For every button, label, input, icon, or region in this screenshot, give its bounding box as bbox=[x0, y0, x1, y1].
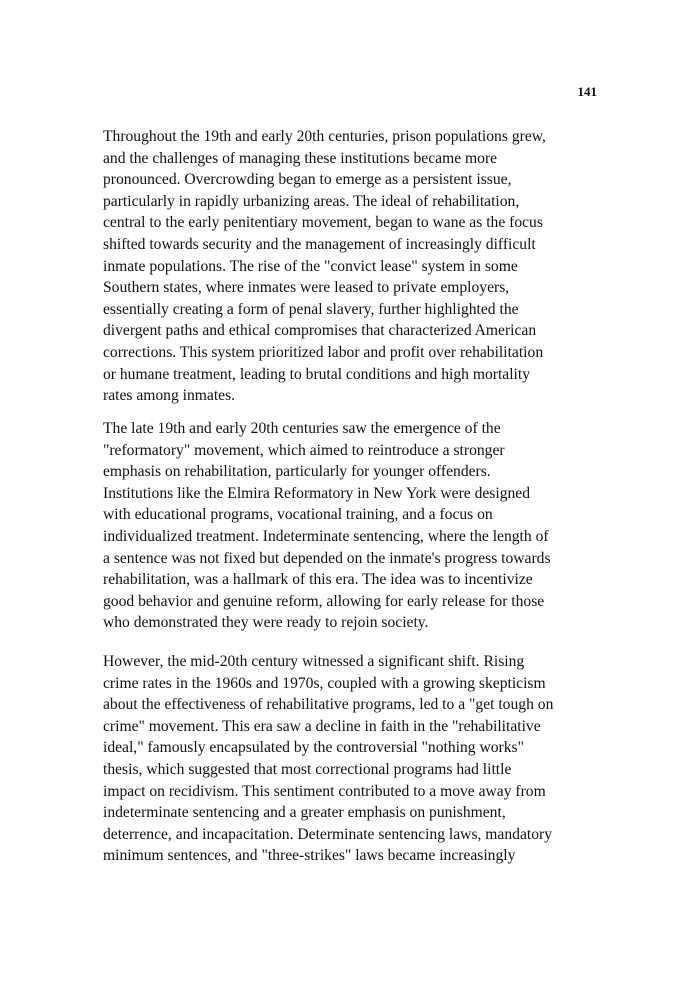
text-line: Institutions like the Elmira Reformatory in New York were designed bbox=[103, 484, 531, 502]
text-line: essentially creating a form of penal slavery, further highlighted the bbox=[103, 300, 519, 318]
text-line: deterrence, and incapacitation. Determinate sentencing laws, mandatory bbox=[103, 825, 552, 843]
text-line: central to the early penitentiary movement, began to wane as the focus bbox=[103, 214, 543, 232]
text-line: ideal," famously encapsulated by the controversial "nothing works" bbox=[103, 739, 524, 757]
text-line: or humane treatment, leading to brutal conditions and high mortality bbox=[103, 365, 530, 383]
text-line: good behavior and genuine reform, allowing for early release for those bbox=[103, 592, 545, 610]
text-line: rates among inmates. bbox=[103, 387, 236, 405]
text-line: pronounced. Overcrowding began to emerge as a persistent issue, bbox=[103, 171, 512, 189]
text-line: Throughout the 19th and early 20th centuries, prison populations grew, bbox=[103, 128, 546, 145]
text-line: with educational programs, vocational training, and a focus on bbox=[103, 506, 493, 524]
text-line: crime" movement. This era saw a decline in faith in the "rehabilitative bbox=[103, 717, 541, 735]
text-line: inmate populations. The rise of the "convict lease" system in some bbox=[103, 257, 518, 275]
text-line: minimum sentences, and "three-strikes" laws became increasingly bbox=[103, 847, 516, 865]
text-line: corrections. This system prioritized labor and profit over rehabilitation bbox=[103, 343, 544, 361]
text-line: The late 19th and early 20th centuries saw the emergence of the bbox=[103, 420, 501, 437]
text-line: impact on recidivism. This sentiment contributed to a move away from bbox=[103, 782, 546, 800]
text-line: a sentence was not fixed but depended on the inmate's progress towards bbox=[103, 549, 551, 567]
text-line: who demonstrated they were ready to rejoin society. bbox=[103, 614, 429, 632]
text-line: shifted towards security and the management of increasingly difficult bbox=[103, 235, 536, 253]
text-line: divergent paths and ethical compromises that characterized American bbox=[103, 322, 537, 340]
text-line: individualized treatment. Indeterminate sentencing, where the length of bbox=[103, 527, 549, 545]
text-line: emphasis on rehabilitation, particularly for younger offenders. bbox=[103, 463, 491, 481]
text-line: about the effectiveness of rehabilitative programs, led to a "get tough on bbox=[103, 696, 554, 714]
text-line: and the challenges of managing these institutions became more bbox=[103, 149, 498, 167]
text-line: particularly in rapidly urbanizing areas. The ideal of rehabilitation, bbox=[103, 192, 520, 210]
text-line: "reformatory" movement, which aimed to reintroduce a stronger bbox=[103, 441, 505, 459]
text-line: Southern states, where inmates were leased to private employers, bbox=[103, 279, 510, 297]
paragraph-convict-lease bbox=[103, 126, 603, 407]
page-number: 141 bbox=[577, 84, 597, 99]
text-line: rehabilitation, was a hallmark of this era. The idea was to incentivize bbox=[103, 571, 533, 589]
paragraph-get-tough-shift bbox=[103, 651, 603, 867]
text-line: crime rates in the 1960s and 1970s, coupled with a growing skepticism bbox=[103, 674, 546, 692]
text-line: thesis, which suggested that most correctional programs had little bbox=[103, 760, 512, 778]
text-line: indeterminate sentencing and a greater emphasis on punishment, bbox=[103, 804, 506, 822]
text-line: However, the mid-20th century witnessed a significant shift. Rising bbox=[103, 653, 525, 670]
paragraph-reformatory-movement bbox=[103, 418, 603, 634]
